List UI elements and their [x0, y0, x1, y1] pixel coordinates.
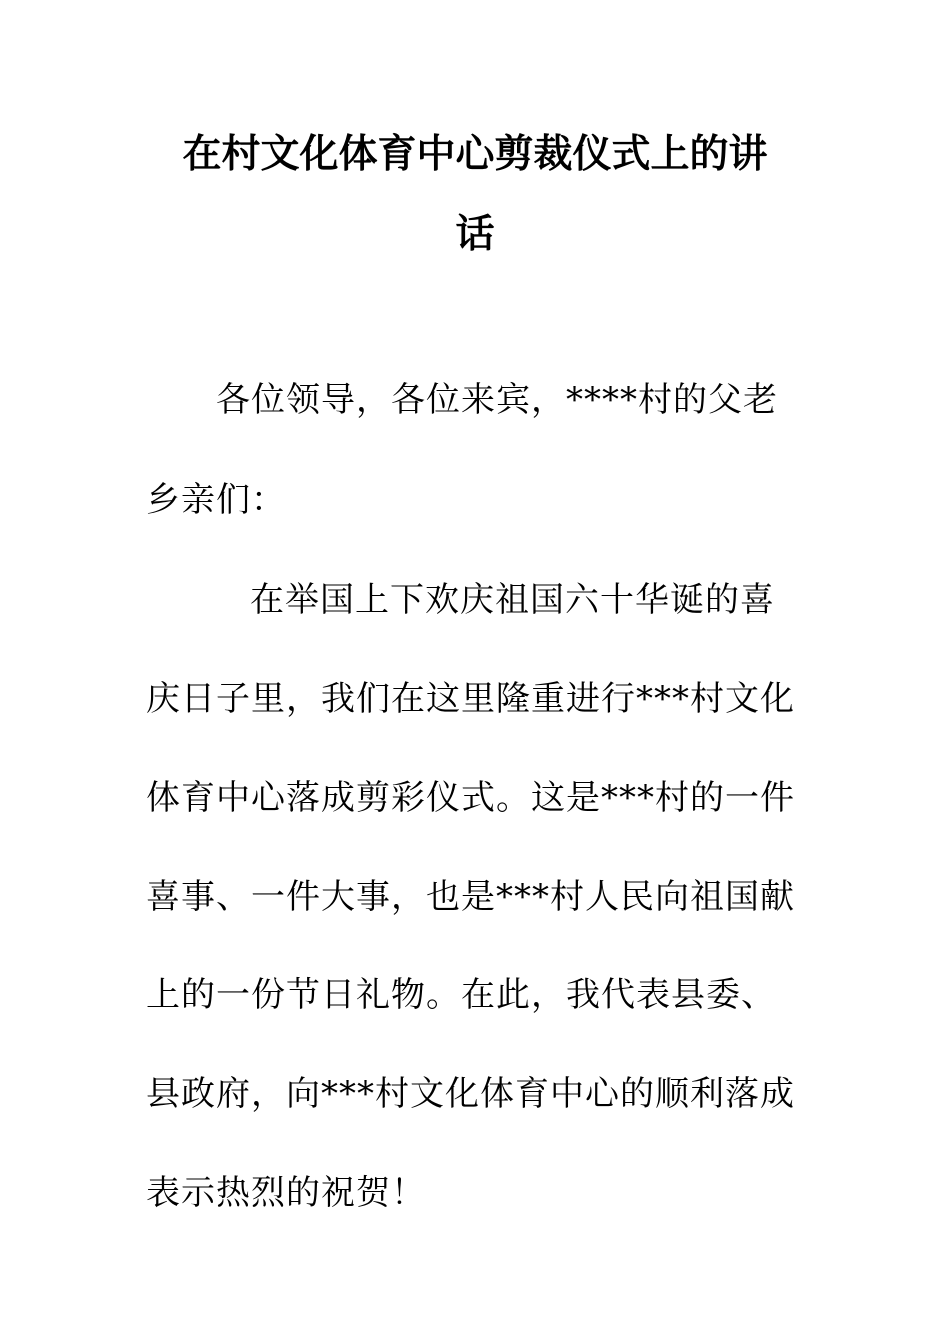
text-line: 在举国上下欢庆祖国六十华诞的喜 [250, 580, 775, 620]
text-line: 庆日子里，我们在这里隆重进行***村文化 [146, 679, 795, 719]
text-line: 表示热烈的祝贺！ [146, 1173, 426, 1213]
title-line-2: 话 [455, 212, 495, 257]
text-line: 体育中心落成剪彩仪式。这是***村的一件 [146, 778, 795, 818]
document-title [150, 115, 800, 275]
text-line: 喜事、一件大事，也是***村人民向祖国献 [146, 877, 795, 917]
text-line: 上的一份节日礼物。在此，我代表县委、 [146, 975, 776, 1015]
text-line: 县政府，向***村文化体育中心的顺利落成 [146, 1074, 795, 1114]
text-line: 乡亲们： [146, 480, 286, 520]
text-line: 各位领导，各位来宾，****村的父老 [216, 380, 778, 420]
title-line-1: 在村文化体育中心剪裁仪式上的讲 [182, 132, 768, 177]
